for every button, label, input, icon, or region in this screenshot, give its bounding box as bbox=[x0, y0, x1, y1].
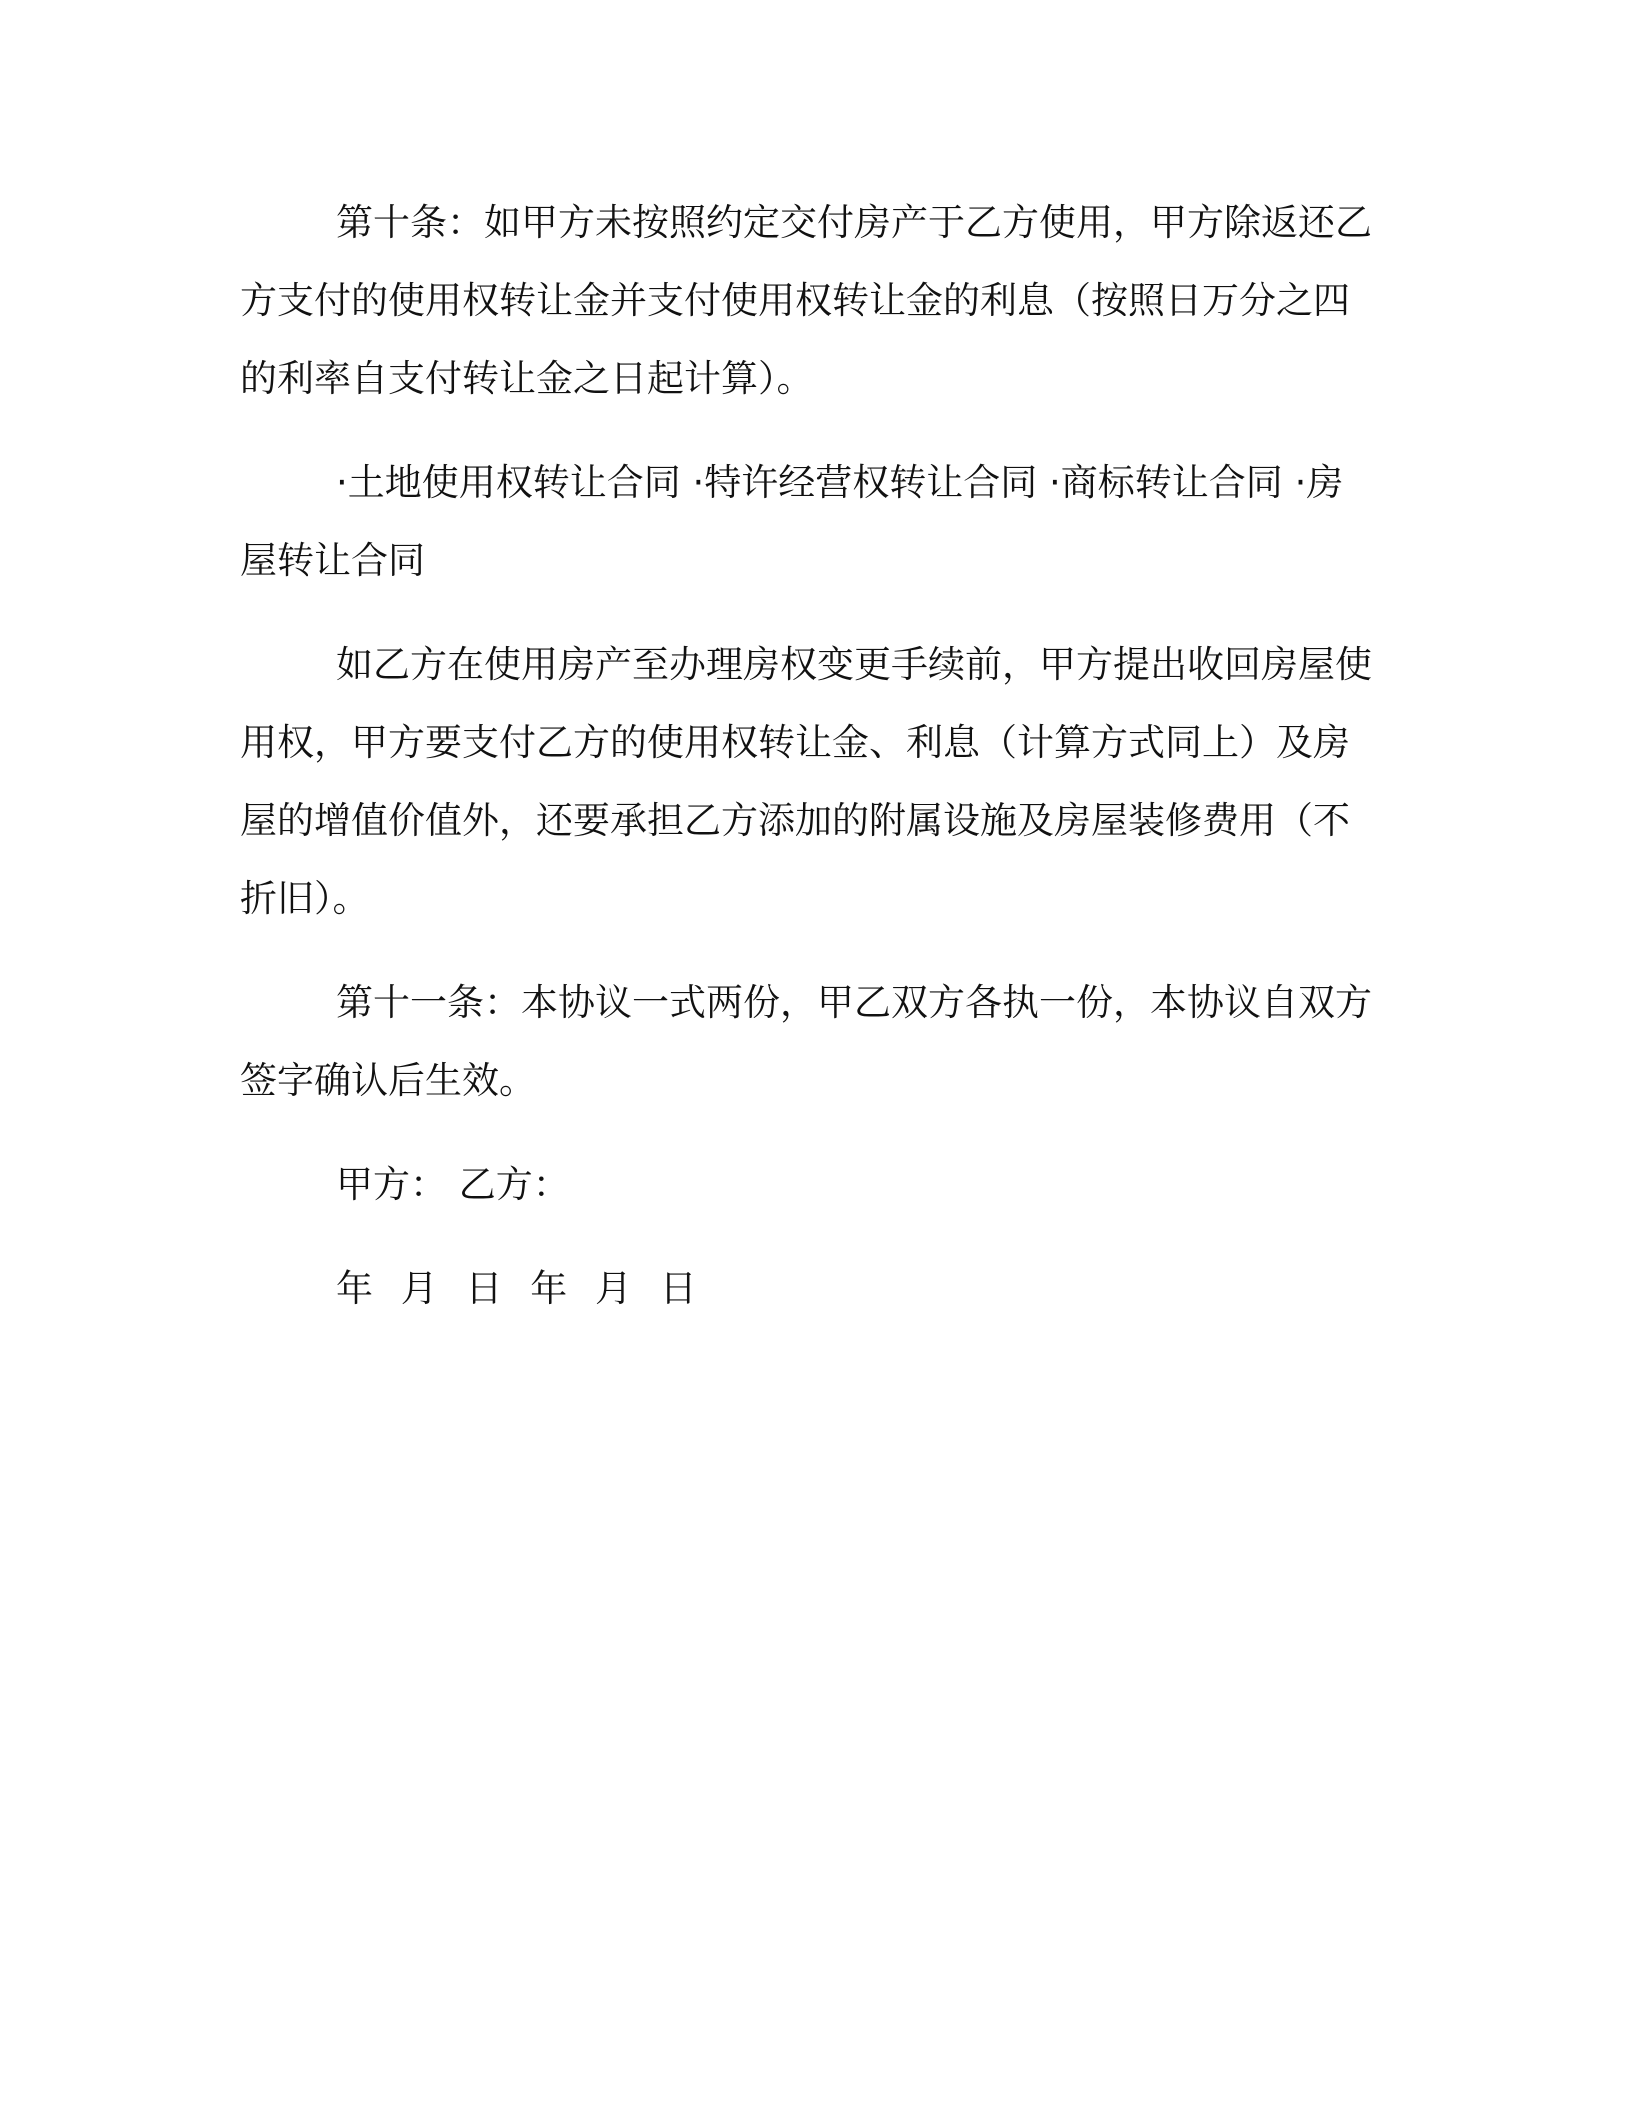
date-line: 年 月 日 年 月 日 bbox=[336, 1267, 705, 1310]
article-11-line: 第十一条：本协议一式两份，甲乙双方各执一份，本协议自双方 bbox=[336, 981, 1372, 1024]
reclaim-clause-line: 折旧）。 bbox=[240, 877, 370, 920]
article-11 bbox=[240, 964, 1376, 1120]
article-11-line: 签字确认后生效。 bbox=[240, 1059, 536, 1102]
article-10-line: 方支付的使用权转让金并支付使用权转让金的利息（按照日万分之四 bbox=[240, 279, 1350, 322]
article-10-line: 的利率自支付转让金之日起计算）。 bbox=[240, 357, 814, 400]
signature-line: 甲方： 乙方： bbox=[336, 1163, 570, 1206]
reclaim-clause bbox=[240, 626, 1376, 938]
related-contracts-line[interactable]: ·土地使用权转让合同 ·特许经营权转让合同 ·商标转让合同 ·房 bbox=[336, 461, 1344, 504]
reclaim-clause-line: 屋的增值价值外，还要承担乙方添加的附属设施及房屋装修费用（不 bbox=[240, 799, 1350, 842]
related-contracts bbox=[240, 444, 1376, 600]
article-10 bbox=[240, 184, 1376, 418]
reclaim-clause-line: 用权，甲方要支付乙方的使用权转让金、利息（计算方式同上）及房 bbox=[240, 721, 1350, 764]
document-body bbox=[240, 184, 1376, 1354]
article-10-line: 第十条：如甲方未按照约定交付房产于乙方使用，甲方除返还乙 bbox=[336, 201, 1372, 244]
reclaim-clause-line: 如乙方在使用房产至办理房权变更手续前，甲方提出收回房屋使 bbox=[336, 643, 1372, 686]
related-contracts-line[interactable]: 屋转让合同 bbox=[240, 539, 425, 582]
